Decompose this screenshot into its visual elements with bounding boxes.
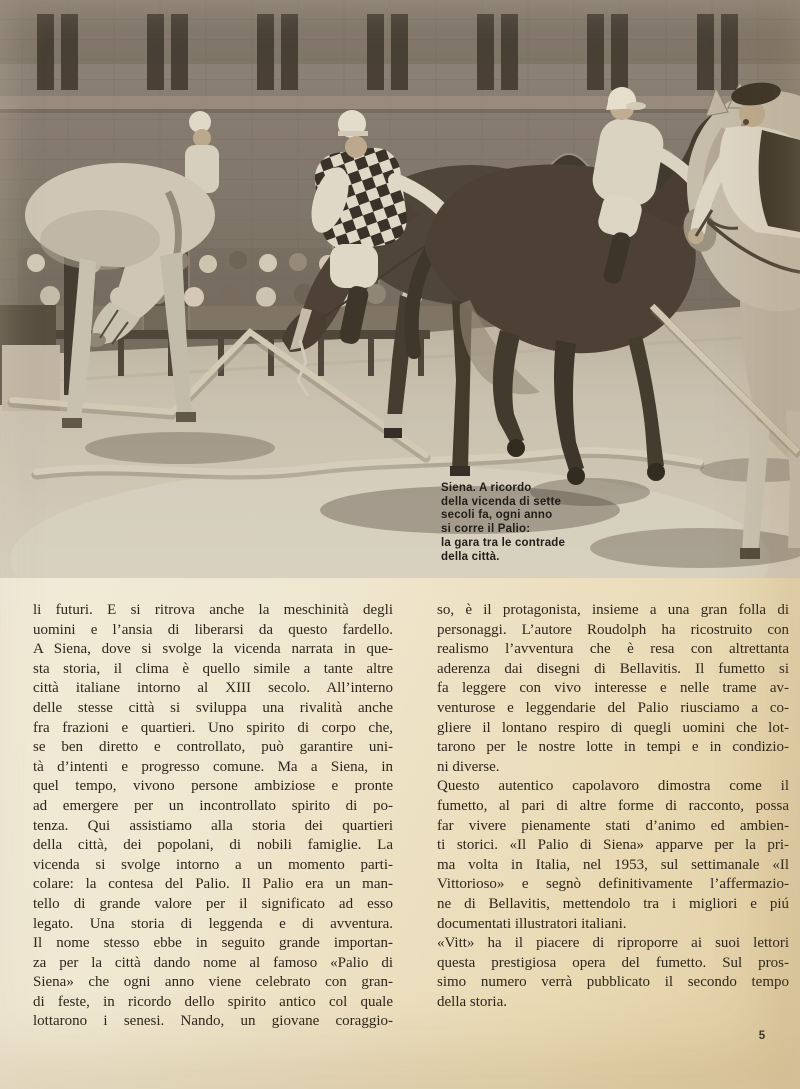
photo-caption-line: della città. [441, 550, 500, 563]
photo-caption [441, 482, 641, 564]
text-line: tarono per le nostre lotte in tempi e in condizio- [437, 739, 789, 756]
text-line: tello di grande valore per il significato ad esso [33, 895, 393, 912]
photo-caption-line: della vicenda di sette [441, 495, 562, 508]
text-line: delle stesse città si sviluppa una rivalità anche [33, 699, 393, 716]
text-line: fa leggere con vivo interesse e nelle trame av- [437, 680, 789, 697]
text-line: venturose e leggendarie del Palio riusciamo a co- [437, 699, 789, 716]
text-line: quel tempo, vivono persone ambiziose e pronte [33, 778, 393, 795]
text-line: fumetto, al pari di altre forme di racconto, possa [437, 797, 789, 814]
text-line: za per la città dando nome al famoso «Palio di [33, 954, 393, 971]
text-line: Il nome stesso ebbe in seguito grande importan- [33, 935, 393, 952]
text-line: sta storia, il clima è quello simile a tante altre [33, 660, 393, 677]
text-line: aderenza dai disegni di Bellavitis. Il fumetto si [437, 660, 789, 677]
text-line: vicenda si svolge intorno a un momento parti- [33, 856, 393, 873]
text-line: ma volta in Italia, nel 1953, sul settimanale «Il [437, 856, 789, 873]
text-line: so, è il protagonista, insieme a una gran folla di [437, 602, 789, 618]
text-line: legato. Una storia di leggenda e di avventura. [33, 915, 393, 932]
text-line: di feste, in ricordo dello spirito antico col quale [33, 993, 393, 1010]
text-line: «Vitt» ha il piacere di riproporre ai suoi lettori [437, 935, 789, 952]
text-line: ni diverse. [437, 758, 500, 775]
text-line: realismo l’avventura che è resa con altrettanta [437, 641, 789, 658]
text-line: personaggi. L’autore Roudolph ha ricostruito con [437, 621, 789, 638]
text-line: della storia. [437, 993, 507, 1010]
photo-caption-line: si corre il Palio: [441, 523, 531, 536]
text-line: Questo autentico capolavoro dimostra come il [437, 778, 789, 795]
text-column-right [437, 601, 789, 1012]
text-column-left [33, 601, 393, 1032]
photo-caption-line: secoli fa, ogni anno [441, 509, 553, 522]
text-line: se ben diretto e controllato, può garantire uni- [33, 739, 393, 756]
text-line: ne di Bellavitis, mettendolo tra i migliori e piú [437, 895, 789, 912]
text-line: fra frazioni e quartieri. Uno spirito di corpo che, [33, 719, 393, 736]
text-line: della città, dei popolani, di nobili famiglie. La [33, 837, 393, 854]
text-line: ti storici. «Il Palio di Siena» apparve per la pri- [437, 837, 789, 854]
text-line: li futuri. E si ritrova anche la meschinità degli [33, 602, 393, 618]
text-line: tenza. Qui assistiamo alla storia dei quartieri [33, 817, 393, 834]
page-number: 5 [758, 1030, 766, 1042]
text-line: Siena» che ogni anno viene celebrato con gran- [33, 974, 393, 991]
text-line: tà d’intenti e progresso comune. Ma a Siena, in [33, 758, 393, 775]
text-line: questa prestigiosa opera del fumetto. Sul pros- [437, 954, 789, 971]
text-line: far vivere pienamente stati d’animo ed ambien- [437, 817, 789, 834]
photo-caption-line: la gara tra le contrade [441, 536, 566, 549]
text-line: gliere il lontano respiro di quegli uomini che lot- [437, 719, 789, 736]
text-line: ad emergere per un incontrollato spirito di po- [33, 797, 393, 814]
text-line: A Siena, dove si svolge la vicenda narrata in que- [33, 641, 393, 658]
text-line: lottarono i senesi. Nando, un giovane coraggio- [33, 1013, 393, 1030]
text-line: simo numero verrà pubblicato il secondo tempo [437, 974, 789, 991]
text-line: città italiane intorno al XIII secolo. All’interno [33, 680, 393, 697]
photo-caption-line: Siena. A ricordo [441, 482, 532, 494]
text-line: colare: la contesa del Palio. Il Palio era un man- [33, 876, 393, 893]
text-line: uomini e l’ansia di liberarsi da questo fardello. [33, 621, 393, 638]
text-line: documentati illustratori italiani. [437, 915, 627, 932]
text-line: Vittorioso» e segnò definitivamente l’affermazio- [437, 876, 789, 893]
